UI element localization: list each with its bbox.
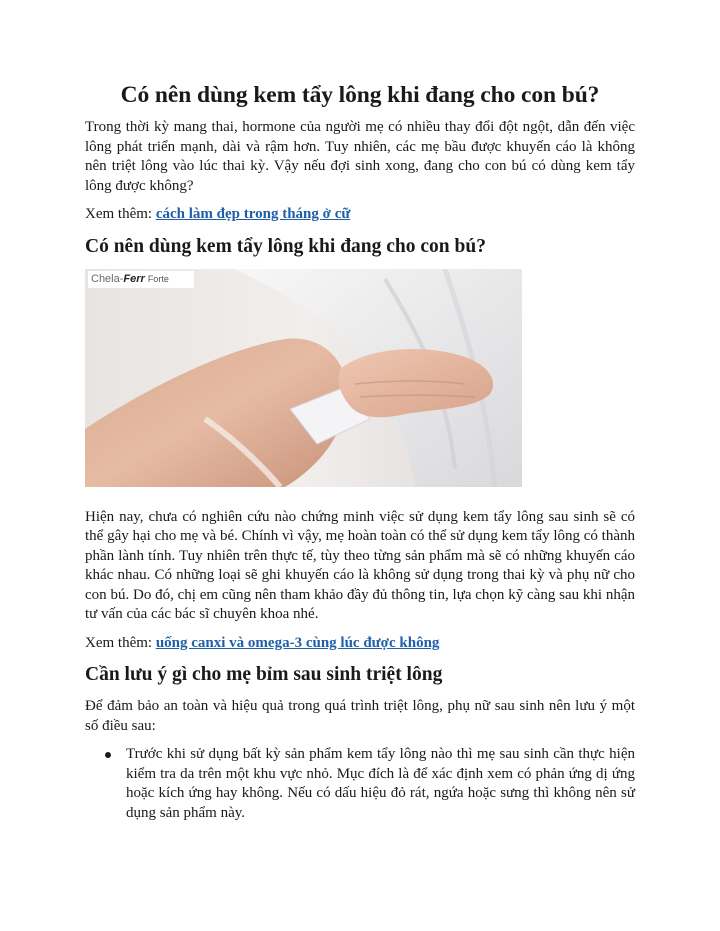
logo-brand-text: Chela- (91, 272, 124, 285)
article-title: Có nên dùng kem tẩy lông khi đang cho con bú? (120, 82, 600, 108)
paragraph-2: Hiện nay, chưa có nghiên cứu nào chứng minh việc sử dụng kem tẩy lông sau sinh sẽ có thể gây hại cho mẹ và bé. Chính vì vậy, mẹ hoàn toàn có thể sử dụng kem tẩy lông có thành phần lành tính. Tuy nhiên trên thực tế, tùy theo từng sản phẩm mà sẽ có những khuyến cáo khác nhau. Có những loại sẽ ghi khuyến cáo là không sử dụng trong thai kỳ và phụ nữ cho con bú. Do đó, chị em cũng nên tham khảo đầy đủ thông tin, lựa chọn kỹ càng sau khi nhận tư vấn của các bác sĩ chuyên khoa nhé. (85, 508, 635, 622)
see-more-2 (85, 634, 635, 654)
logo-ferr-text: Ferr (123, 272, 145, 285)
intro-paragraph: Trong thời kỳ mang thai, hormone của người mẹ có nhiều thay đổi đột ngột, dẫn đến việc lông phát triển mạnh, dài và rậm hơn. Tuy nhiên, các mẹ bầu được khuyến cáo là không nên triệt lông vào lúc thai kỳ. Vậy nếu đợi sinh xong, đang cho con bú có dùng kem tẩy lông được không? (85, 119, 635, 194)
section-1-heading: Có nên dùng kem tẩy lông khi đang cho con bú? (85, 235, 486, 257)
section-2-heading: Cần lưu ý gì cho mẹ bỉm sau sinh triệt lông (85, 664, 443, 685)
see-more-1 (85, 205, 635, 225)
paragraph-3: Để đảm bảo an toàn và hiệu quả trong quá trình triệt lông, phụ nữ sau sinh nên lưu ý một số điều sau: (85, 698, 635, 734)
bullet-icon (105, 752, 111, 758)
article (85, 80, 635, 823)
see-more-1-prefix: Xem thêm: (85, 206, 156, 222)
photo-illustration (85, 269, 522, 487)
photo-logo (88, 271, 194, 288)
see-more-2-link[interactable]: uống canxi và omega-3 cùng lúc được không (155, 634, 440, 651)
article-photo (85, 269, 522, 487)
list-item (85, 745, 635, 823)
see-more-2-prefix: Xem thêm: (85, 634, 156, 651)
logo-forte-text: Forte (147, 273, 169, 284)
list-item-text: Trước khi sử dụng bất kỳ sản phẩm kem tẩy lông nào thì mẹ sau sinh cần thực hiện kiểm tra da trên một khu vực nhỏ. Mục đích là để xác định xem có phản ứng dị ứng hoặc kích ứng hay không. Nếu có dấu hiệu đỏ rát, ngứa hoặc sưng thì không nên sử dụng sản phẩm này. (126, 746, 635, 821)
see-more-1-link[interactable]: cách làm đẹp trong tháng ở cữ (155, 206, 351, 222)
tips-list (85, 745, 635, 823)
